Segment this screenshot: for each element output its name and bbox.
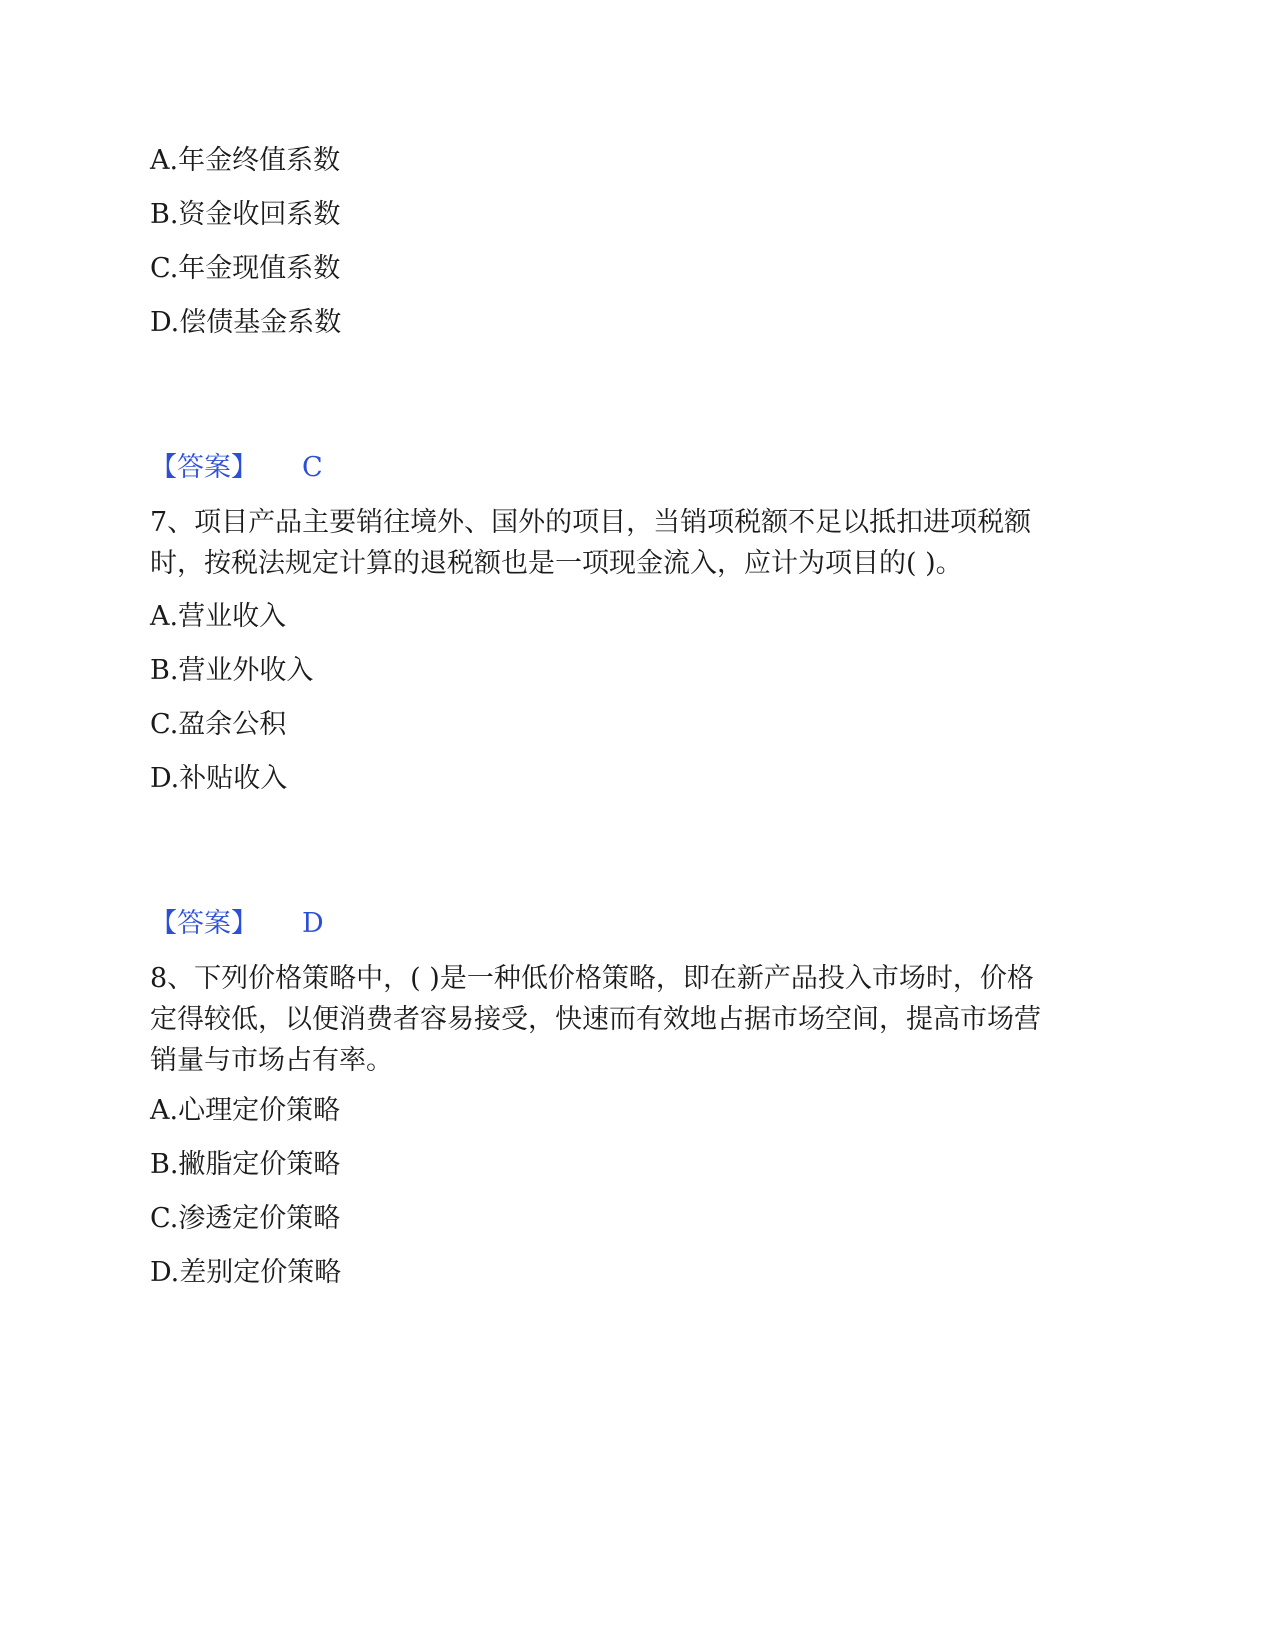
- option-a: A.心理定价策略: [150, 1095, 341, 1126]
- answer-line: [150, 907, 324, 941]
- option-d: D.偿债基金系数: [150, 307, 342, 338]
- option-c: C.年金现值系数: [150, 253, 341, 284]
- answer-label: 【答案】: [150, 908, 258, 939]
- question-8-line-1: 8、下列价格策略中，( )是一种低价格策略，即在新产品投入市场时，价格: [150, 963, 1034, 994]
- option-c: C.盈余公积: [150, 709, 287, 740]
- question-8-line-2: 定得较低，以便消费者容易接受，快速而有效地占据市场空间，提高市场营: [150, 1004, 1041, 1035]
- answer-line: [150, 451, 323, 485]
- option-b: B.撇脂定价策略: [150, 1149, 341, 1180]
- option-d: D.差别定价策略: [150, 1257, 342, 1288]
- option-a: A.年金终值系数: [150, 145, 341, 176]
- answer-value: C: [302, 452, 323, 483]
- option-c: C.渗透定价策略: [150, 1203, 341, 1234]
- option-a: A.营业收入: [150, 601, 287, 632]
- question-7-line-2: 时，按税法规定计算的退税额也是一项现金流入，应计为项目的( )。: [150, 548, 963, 579]
- question-7-stem: [150, 502, 1110, 584]
- option-d: D.补贴收入: [150, 763, 288, 794]
- question-7-line-1: 7、项目产品主要销往境外、国外的项目，当销项税额不足以抵扣进项税额: [150, 507, 1032, 538]
- answer-label: 【答案】: [150, 452, 258, 483]
- question-8-stem: [150, 958, 1110, 1081]
- answer-value: D: [302, 908, 324, 939]
- option-b: B.营业外收入: [150, 655, 314, 686]
- question-8-line-3: 销量与市场占有率。: [150, 1045, 393, 1076]
- option-b: B.资金收回系数: [150, 199, 341, 230]
